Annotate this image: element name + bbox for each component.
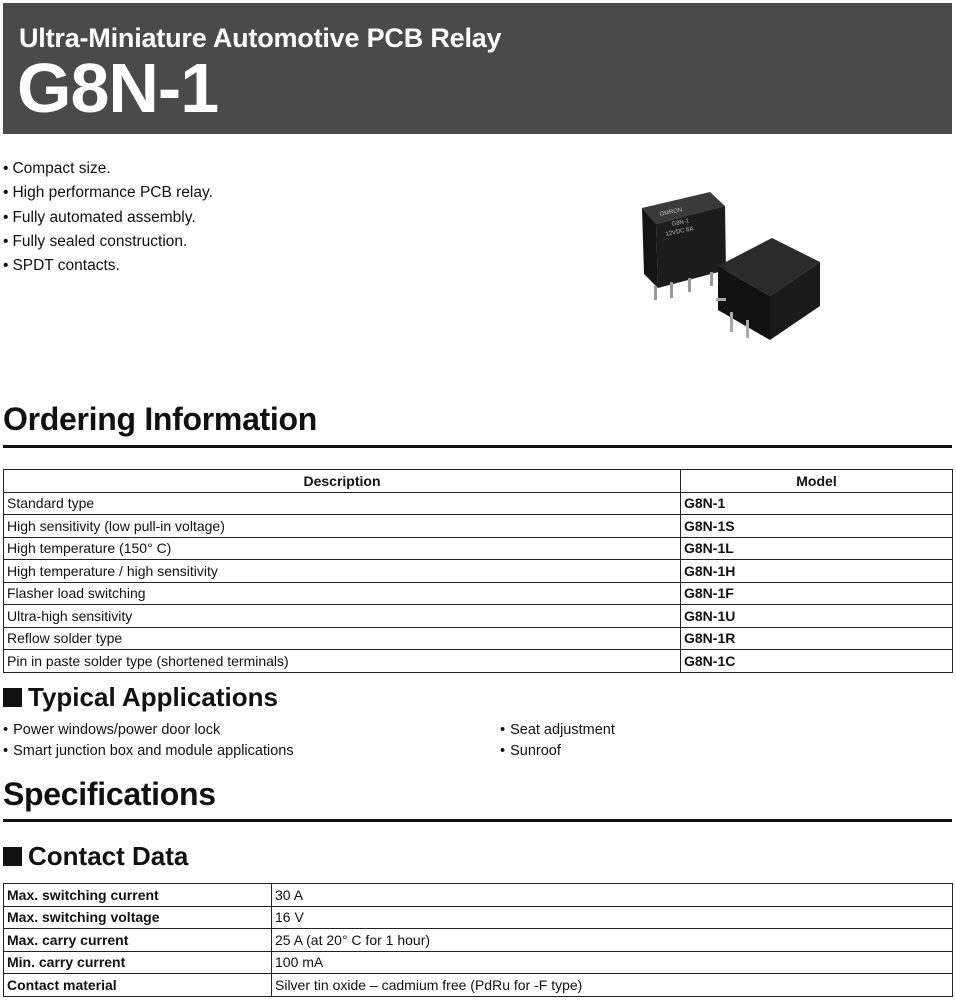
model-cell: G8N-1U: [681, 605, 953, 628]
applications-title: [3, 682, 278, 713]
description-cell: High temperature (150° C): [4, 537, 681, 560]
spec-label: Max. switching voltage: [4, 906, 272, 929]
title-banner: [3, 3, 952, 134]
table-row: [4, 951, 953, 974]
table-row: [4, 627, 953, 650]
description-cell: Pin in paste solder type (shortened terminals): [4, 650, 681, 673]
feature-item: • SPDT contacts.: [3, 254, 213, 278]
model-cell: G8N-1: [681, 492, 953, 515]
table-row: [4, 492, 953, 515]
svg-text:G8N-1: G8N-1: [671, 218, 690, 228]
section-divider: [3, 819, 952, 822]
contact-data-title-text: Contact Data: [28, 841, 189, 871]
description-cell: Ultra-high sensitivity: [4, 605, 681, 628]
square-bullet-icon: [3, 847, 22, 866]
feature-item: • Fully sealed construction.: [3, 230, 213, 254]
table-row: [4, 650, 953, 673]
spec-label: Min. carry current: [4, 951, 272, 974]
model-cell: G8N-1R: [681, 627, 953, 650]
table-row: [4, 929, 953, 952]
application-item: • Sunroof: [500, 741, 615, 762]
contact-data-title: [3, 841, 188, 872]
product-subtitle: Ultra-Miniature Automotive PCB Relay: [19, 23, 502, 53]
spec-value: 25 A (at 20° C for 1 hour): [272, 929, 953, 952]
feature-item: • High performance PCB relay.: [3, 181, 213, 205]
table-row: [4, 515, 953, 538]
svg-text:12VDC 6A: 12VDC 6A: [665, 226, 695, 238]
table-row: [4, 605, 953, 628]
column-header-model: Model: [681, 470, 953, 493]
model-cell: G8N-1L: [681, 537, 953, 560]
description-cell: Flasher load switching: [4, 582, 681, 605]
feature-item: • Fully automated assembly.: [3, 206, 213, 230]
feature-list: [3, 157, 213, 278]
spec-value: 100 mA: [272, 951, 953, 974]
model-cell: G8N-1H: [681, 560, 953, 583]
application-item: • Power windows/power door lock: [3, 720, 294, 741]
relay-front-image: [642, 192, 726, 300]
table-row: [4, 560, 953, 583]
product-model: G8N-1: [17, 49, 219, 127]
ordering-title: Ordering Information: [3, 401, 318, 437]
contact-data-table: [3, 883, 953, 997]
description-cell: Standard type: [4, 492, 681, 515]
table-row: [4, 884, 953, 907]
spec-label: Contact material: [4, 974, 272, 997]
application-item: • Smart junction box and module applications: [3, 741, 294, 762]
spec-value: 16 V: [272, 906, 953, 929]
section-divider: [3, 445, 952, 448]
relay-back-image: [716, 238, 820, 340]
spec-value: 30 A: [272, 884, 953, 907]
model-cell: G8N-1S: [681, 515, 953, 538]
application-item: • Seat adjustment: [500, 720, 615, 741]
table-row: [4, 974, 953, 997]
description-cell: High temperature / high sensitivity: [4, 560, 681, 583]
spec-label: Max. carry current: [4, 929, 272, 952]
column-header-description: Description: [4, 470, 681, 493]
description-cell: Reflow solder type: [4, 627, 681, 650]
description-cell: High sensitivity (low pull-in voltage): [4, 515, 681, 538]
ordering-table: [3, 469, 953, 673]
table-row: [4, 537, 953, 560]
applications-list-right: [500, 720, 615, 762]
model-cell: G8N-1C: [681, 650, 953, 673]
relay-product-photo: [630, 178, 840, 348]
square-bullet-icon: [3, 688, 22, 707]
table-row: [4, 906, 953, 929]
applications-list-left: [3, 720, 294, 762]
spec-value: Silver tin oxide – cadmium free (PdRu for -F type): [272, 974, 953, 997]
table-row: [4, 582, 953, 605]
spec-label: Max. switching current: [4, 884, 272, 907]
applications-title-text: Typical Applications: [28, 682, 278, 712]
svg-text:OMRON: OMRON: [659, 207, 683, 218]
table-header-row: [4, 470, 953, 493]
specifications-title: Specifications: [3, 776, 216, 812]
model-cell: G8N-1F: [681, 582, 953, 605]
feature-item: • Compact size.: [3, 157, 213, 181]
